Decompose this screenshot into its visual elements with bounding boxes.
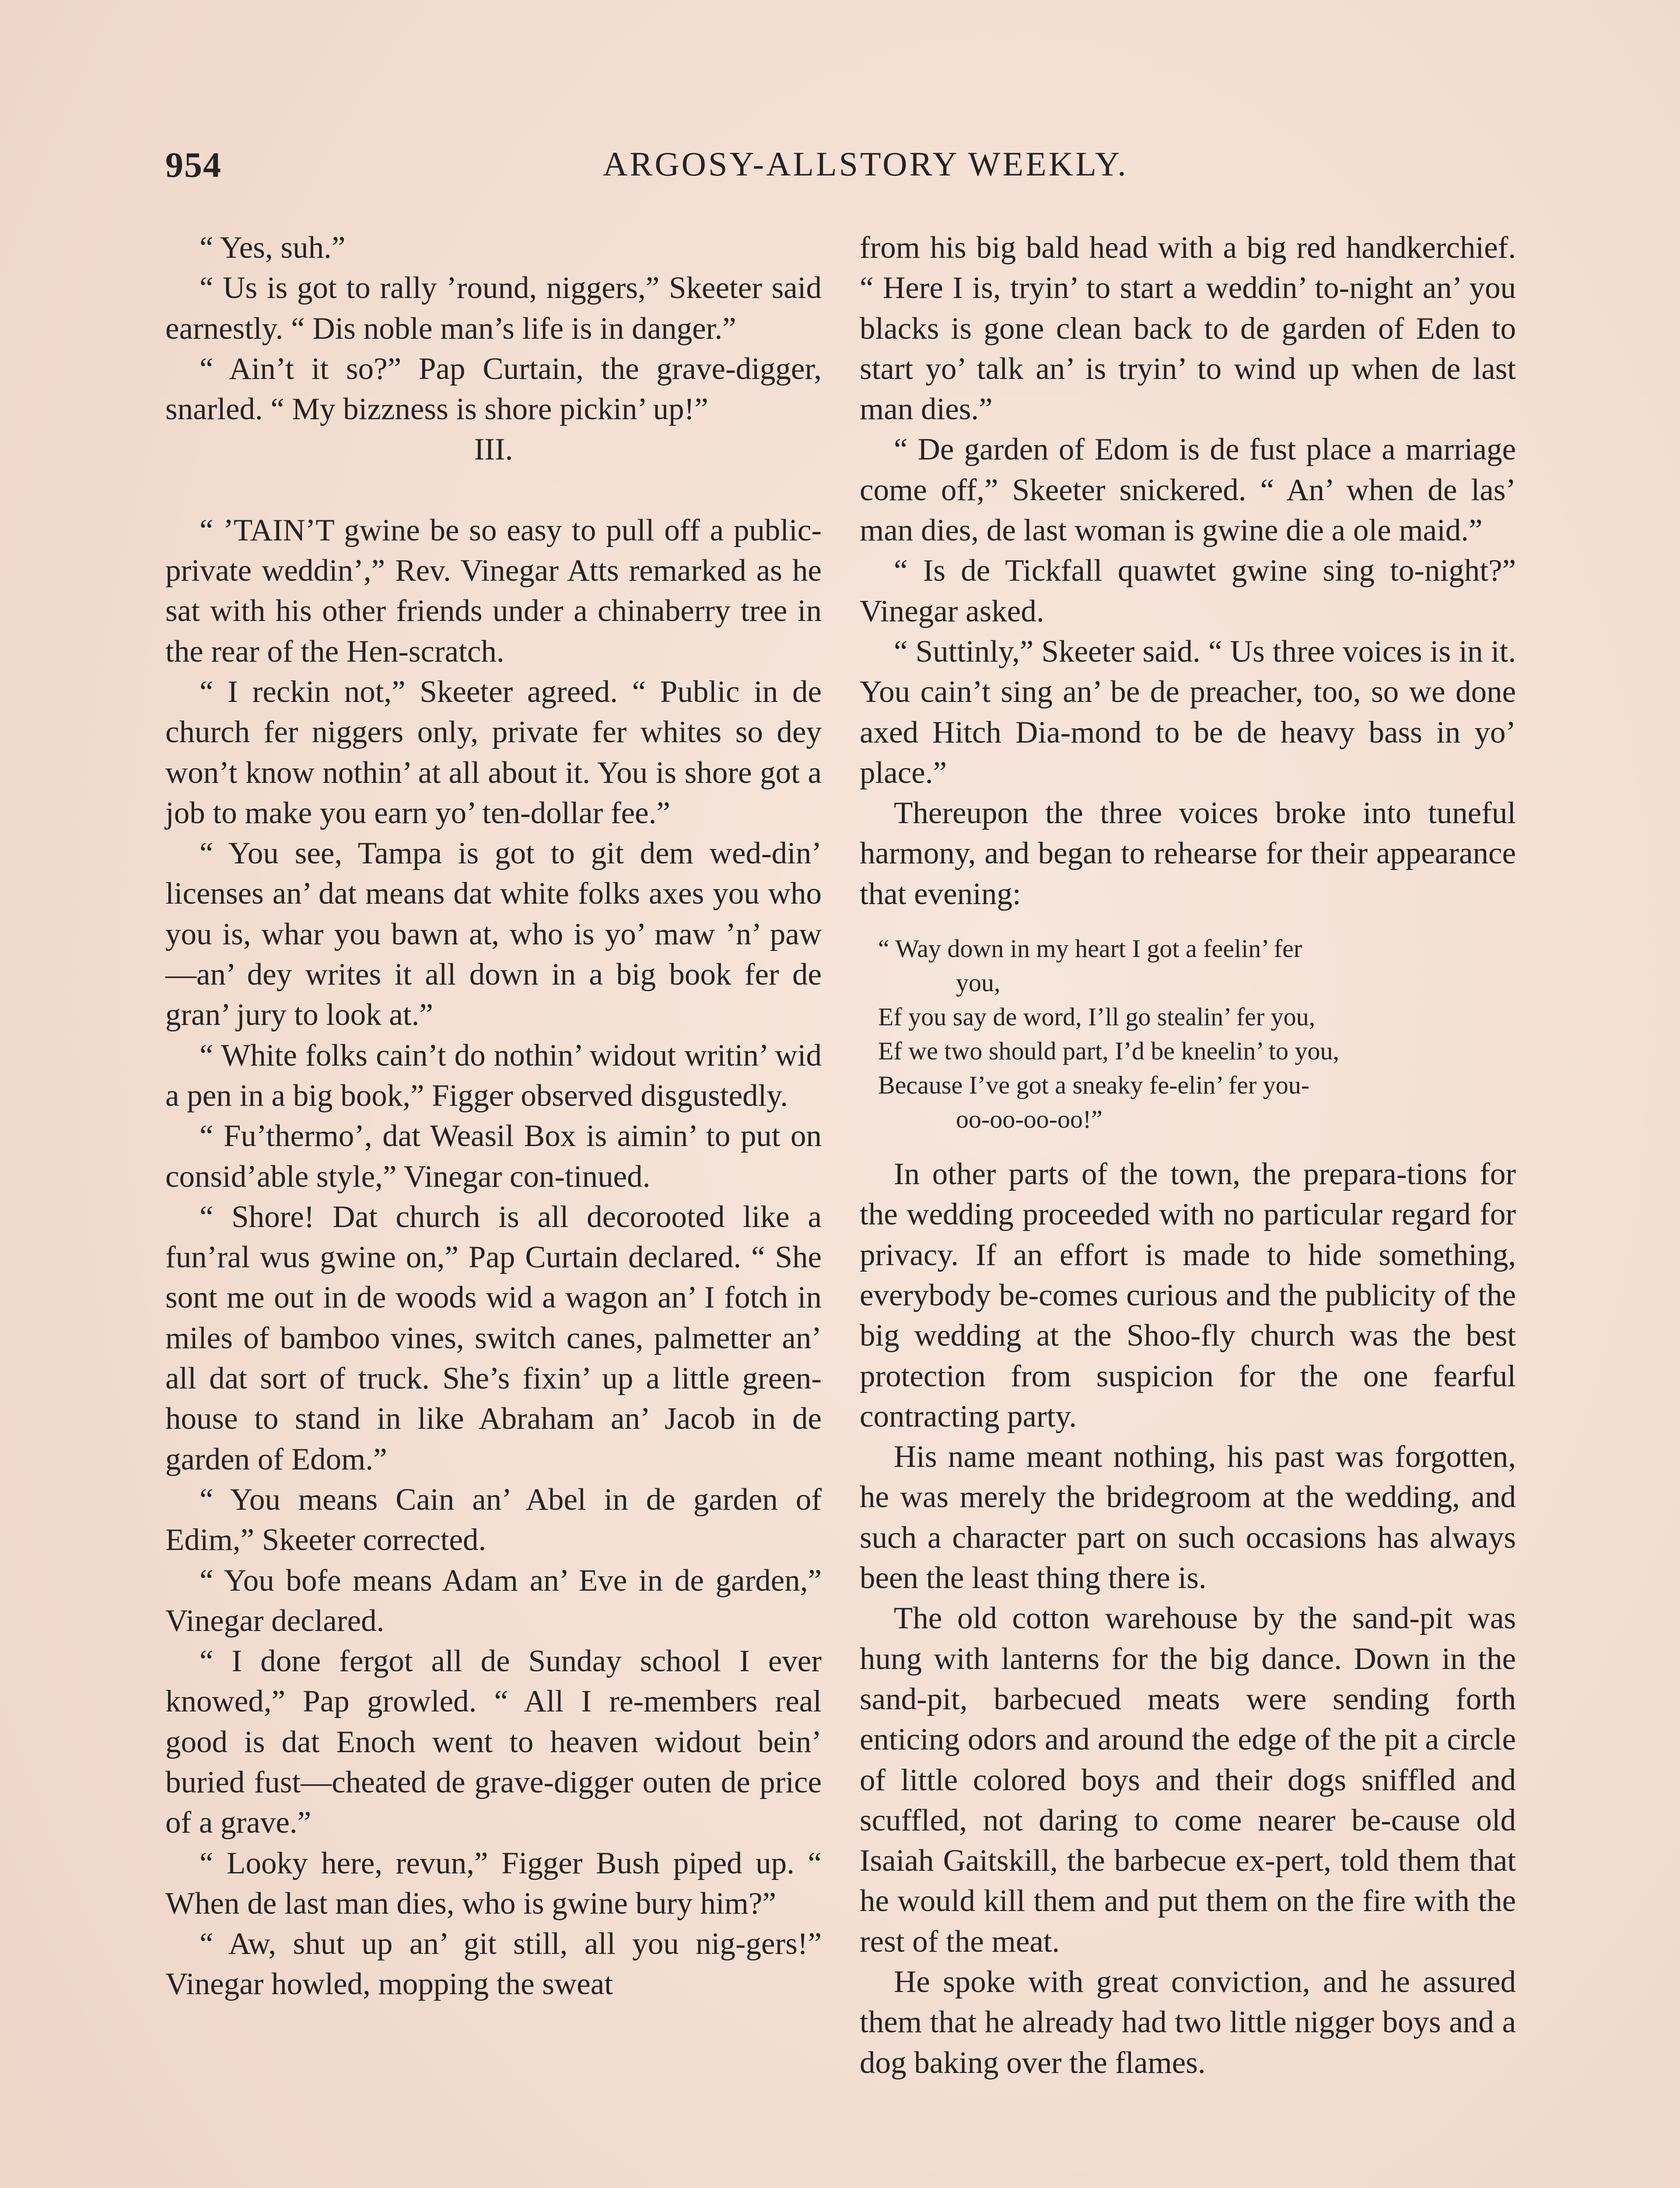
section-heading: III. <box>474 432 513 467</box>
song-line <box>860 1068 1516 1102</box>
song-line <box>860 932 1516 966</box>
paragraph: “ Is de Tickfall quawtet gwine sing to-night?” Vinegar asked. <box>860 554 1516 628</box>
song-line-text: Ef we two should part, I’d be kneelin’ to you, <box>878 1037 1339 1066</box>
paragraph: “ You see, Tampa is got to git dem wed-din’ licenses an’ dat means dat white folks axes you who you is, whar you bawn at, who is yo’ maw ’n’ paw—an’ dey writes it all down in a big book fer de gran’ jury to look at.” <box>165 836 822 1032</box>
paragraph: “ Looky here, revun,” Figger Bush piped up. “ When de last man dies, who is gwine bury him?” <box>165 1846 822 1921</box>
paragraph: “ De garden of Edom is de fust place a marriage come off,” Skeeter snickered. “ An’ when de las’ man dies, de last woman is gwine die a ole maid.” <box>860 432 1516 548</box>
paragraph: His name meant nothing, his past was forgotten, he was merely the bridegroom at the wedding, and such a character part on such occasions has always been the least thing there is. <box>860 1440 1516 1595</box>
song-line-continuation: oo-oo-oo-oo!” <box>956 1105 1103 1134</box>
paragraph: “ You means Cain an’ Abel in de garden of Edim,” Skeeter corrected. <box>165 1482 822 1557</box>
song-line-text: “ Way down in my heart I got a feelin’ fer <box>878 934 1302 963</box>
paragraph: “ Yes, suh.” <box>200 231 346 265</box>
paragraph: “ Fu’thermo’, dat Weasil Box is aimin’ to put on consid’able style,” Vinegar con-tinued. <box>165 1119 822 1194</box>
song-line <box>860 1034 1516 1068</box>
paragraph: The old cotton warehouse by the sand-pit was hung with lanterns for the big dance. Down in the sand-pit, barbecued meats were sending forth enticing odors and around the edge of the pit a circle of little colored boys and their dogs sniffled and scuffled, not daring to come nearer be-cause old Isaiah Gaitskill, the barbecue ex-pert, told them that he would kill them and put them on the fire with the rest of the meat. <box>860 1601 1516 1959</box>
paragraph: “ Ain’t it so?” Pap Curtain, the grave-digger, snarled. “ My bizzness is shore pickin’ up!” <box>165 351 822 427</box>
paragraph: “ White folks cain’t do nothin’ widout writin’ wid a pen in a big book,” Figger observed disgustedly. <box>165 1038 822 1113</box>
paragraph: In other parts of the town, the prepara-tions for the wedding proceeded with no particular regard for privacy. If an effort is made to hide something, everybody be-comes curious and the publicity of the big wedding at the Shoo-fly church was the best protection from suspicion for the one fearful contracting party. <box>860 1157 1516 1434</box>
paragraph: “ Us is got to rally ’round, niggers,” Skeeter said earnestly. “ Dis noble man’s life is in danger.” <box>165 271 822 346</box>
paragraph: “ ’TAIN’T gwine be so easy to pull off a public-private weddin’,” Rev. Vinegar Atts remarked as he sat with his other friends under a chinaberry tree in the rear of the Hen-scratch. <box>165 513 822 669</box>
page-number: 954 <box>165 145 222 185</box>
page-header <box>165 144 1522 206</box>
paragraph: “ I reckin not,” Skeeter agreed. “ Public in de church fer niggers only, private fer whites so dey won’t know nothin’ at all about it. You is shore got a job to make you earn yo’ ten-dollar fee.” <box>165 674 822 830</box>
paragraph: Thereupon the three voices broke into tuneful harmony, and began to rehearse for their appearance that evening: <box>860 796 1516 911</box>
song-line <box>860 1000 1516 1034</box>
paragraph: “ You bofe means Adam an’ Eve in de garden,” Vinegar declared. <box>165 1563 822 1638</box>
right-column <box>860 228 1516 2083</box>
song-line-text: Ef you say de word, I’ll go stealin’ fer you, <box>878 1003 1316 1031</box>
paragraph: “ Aw, shut up an’ git still, all you nig-gers!” Vinegar howled, mopping the sweat <box>165 1927 822 2002</box>
paragraph: “ Shore! Dat church is all decorooted like a fun’ral wus gwine on,” Pap Curtain declared. “ She sont me out in de woods wid a wagon an’ I fotch in miles of bamboo vines, switch canes, palmetter an’ all dat sort of truck. She’s fixin’ up a little green-house to stand in like Abraham an’ Jacob in de garden of Edom.” <box>165 1199 822 1476</box>
song-line-continuation: you, <box>956 968 1001 997</box>
paragraph: “ I done fergot all de Sunday school I ever knowed,” Pap growled. “ All I re-members real good is dat Enoch went to heaven widout bein’ buried fust—cheated de grave-digger outen de price of a grave.” <box>165 1644 822 1840</box>
paragraph: He spoke with great conviction, and he assured them that he already had two little nigger boys and a dog baking over the flames. <box>860 1964 1516 2080</box>
song-line-text: Because I’ve got a sneaky fe-elin’ fer you- <box>878 1071 1310 1100</box>
song-lyrics <box>860 932 1516 1136</box>
left-column <box>165 228 822 2005</box>
paragraph: from his big bald head with a big red handkerchief. “ Here I is, tryin’ to start a weddin’ to-night an’ you blacks is gone clean back to de garden of Eden to start yo’ talk an’ is tryin’ to wind up when de last man dies.” <box>860 231 1516 427</box>
running-head: ARGOSY-ALLSTORY WEEKLY. <box>603 145 1128 183</box>
paragraph: “ Suttinly,” Skeeter said. “ Us three voices is in it. You cain’t sing an’ be de preacher, too, so we done axed Hitch Dia-mond to be de heavy bass in yo’ place.” <box>860 634 1516 790</box>
